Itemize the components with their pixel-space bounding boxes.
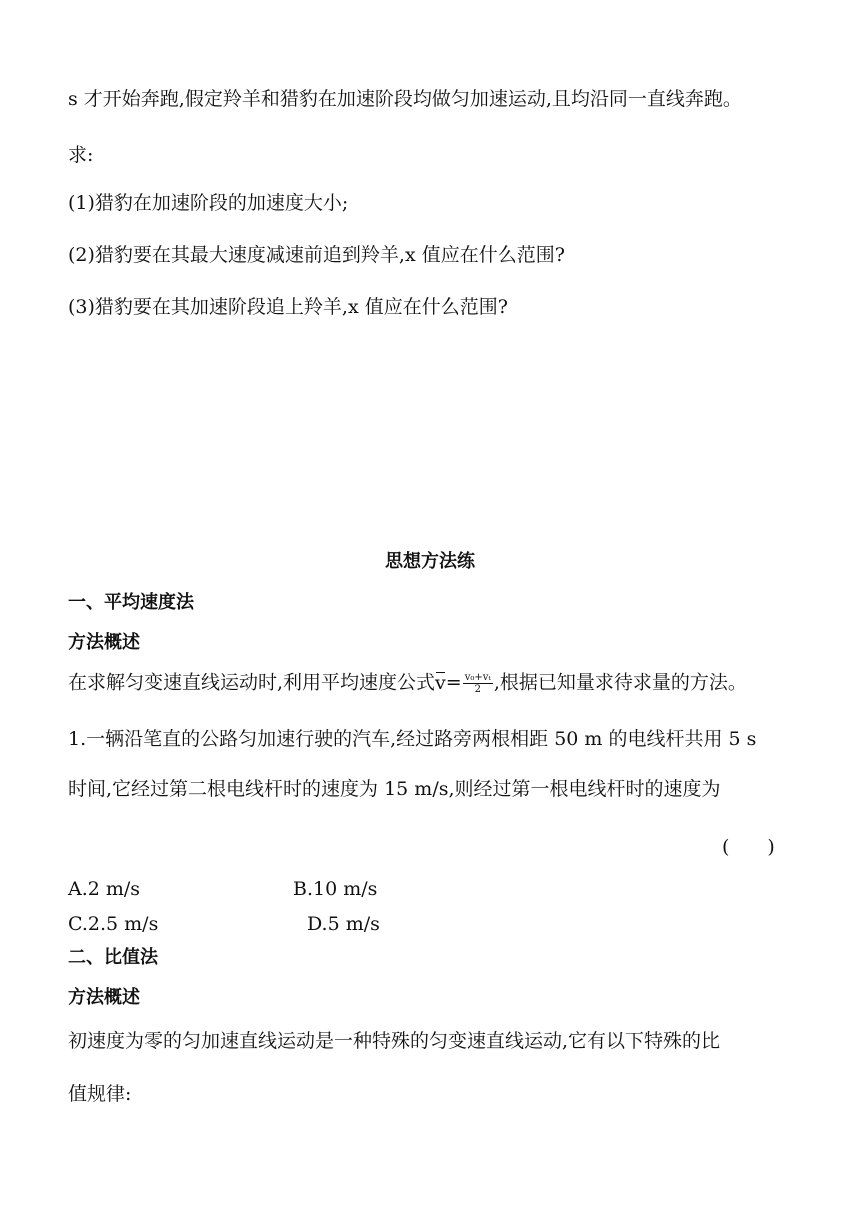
question-1-line-1: 1.一辆沿笔直的公路匀加速行驶的汽车,经过路旁两根相距 50 m 的电线杆共用 5 s [68, 728, 757, 750]
part2-desc-line-1: 初速度为零的匀加速直线运动是一种特殊的匀变速直线运动,它有以下特殊的比 [68, 1030, 721, 1052]
question-2: (2)猎豹要在其最大速度减速前追到羚羊,x 值应在什么范围? [68, 244, 565, 266]
formula-fraction [463, 672, 493, 695]
option-a: A.2 m/s [68, 878, 141, 900]
formula-numerator: v₀+vₜ [464, 672, 491, 683]
answer-parentheses: ( ) [722, 836, 775, 858]
part2-overview-label: 方法概述 [68, 987, 140, 1008]
part2-desc-line-2: 值规律: [68, 1083, 132, 1105]
part1-heading: 一、平均速度法 [68, 592, 194, 613]
option-c: C.2.5 m/s [68, 913, 159, 935]
part1-overview-label: 方法概述 [68, 632, 140, 653]
part2-heading: 二、比值法 [68, 947, 158, 968]
formula-equals: = [445, 671, 462, 694]
question-3: (3)猎豹要在其加速阶段追上羚羊,x 值应在什么范围? [68, 296, 508, 318]
desc-before: 在求解匀变速直线运动时,利用平均速度公式 [68, 671, 436, 694]
formula-denominator: 2 [474, 684, 481, 695]
part1-description [68, 672, 747, 695]
question-1-line-2: 时间,它经过第二根电线杆时的速度为 15 m/s,则经过第一根电线杆时的速度为 [68, 778, 721, 800]
option-d: D.5 m/s [307, 913, 380, 935]
desc-after: ,根据已知量求待求量的方法。 [493, 671, 747, 694]
option-b: B.10 m/s [293, 878, 378, 900]
problem-line-1: s 才开始奔跑,假定羚羊和猎豹在加速阶段均做匀加速运动,且均沿同一直线奔跑。 [68, 88, 742, 110]
problem-line-2: 求: [68, 144, 94, 166]
section-title: 思想方法练 [385, 551, 475, 572]
formula-lhs: v [435, 671, 446, 694]
question-1: (1)猎豹在加速阶段的加速度大小; [68, 192, 349, 214]
